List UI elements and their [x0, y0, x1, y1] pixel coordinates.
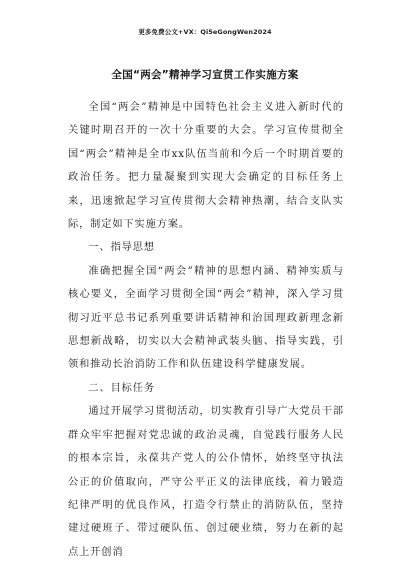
section-paragraph-guiding-thought: 准确把握全国“两会”精神的思想内涵、精神实质与核心要义，全面学习贯彻全国“两会”精神，深入学习贯彻习近平总书记系列重要讲话精神和治国理政新理念新思想新战略，切实以大会精神武装头脑、指导实践，引领和推动长治消防工作和队伍建设科学健康发展。	[68, 265, 344, 371]
section-heading-goals: 二、目标任务	[88, 382, 155, 394]
section-heading-guiding-thought: 一、指导思想	[88, 242, 155, 254]
section-paragraph-goals: 通过开展学习贯彻活动，切实教育引导广大党员干部群众牢牢把握对党忠诚的政治灵魂，自觉践行服务人民的根本宗旨，永葆共产党人的公仆情怀，始终坚守执法公正的价值取向，严守公平正义的法律底线，着力锻造纪律严明的优良作风，打造令行禁止的消防队伍，坚持建过硬班子、带过硬队伍、创过硬业绩，努力在新的起点上开创消	[68, 406, 344, 558]
document-title: 全国“两会”精神学习宣贯工作实施方案	[111, 69, 299, 81]
intro-paragraph: 全国“两会”精神是中国特色社会主义进入新时代的关键时期召开的一次十分重要的大会。学习宣传贯彻全国“两会”精神是全市xx队伍当前和今后一个时期首要的政治任务。把力量凝聚到实现大会确定的目标任务上来，迅速掀起学习宣传贯彻大会精神热潮，结合支队实际，制定如下实施方案。	[68, 102, 344, 231]
header-note: 更多免费公文+VX：Qi5eGongWen2024	[138, 28, 272, 36]
document-body	[68, 96, 344, 564]
